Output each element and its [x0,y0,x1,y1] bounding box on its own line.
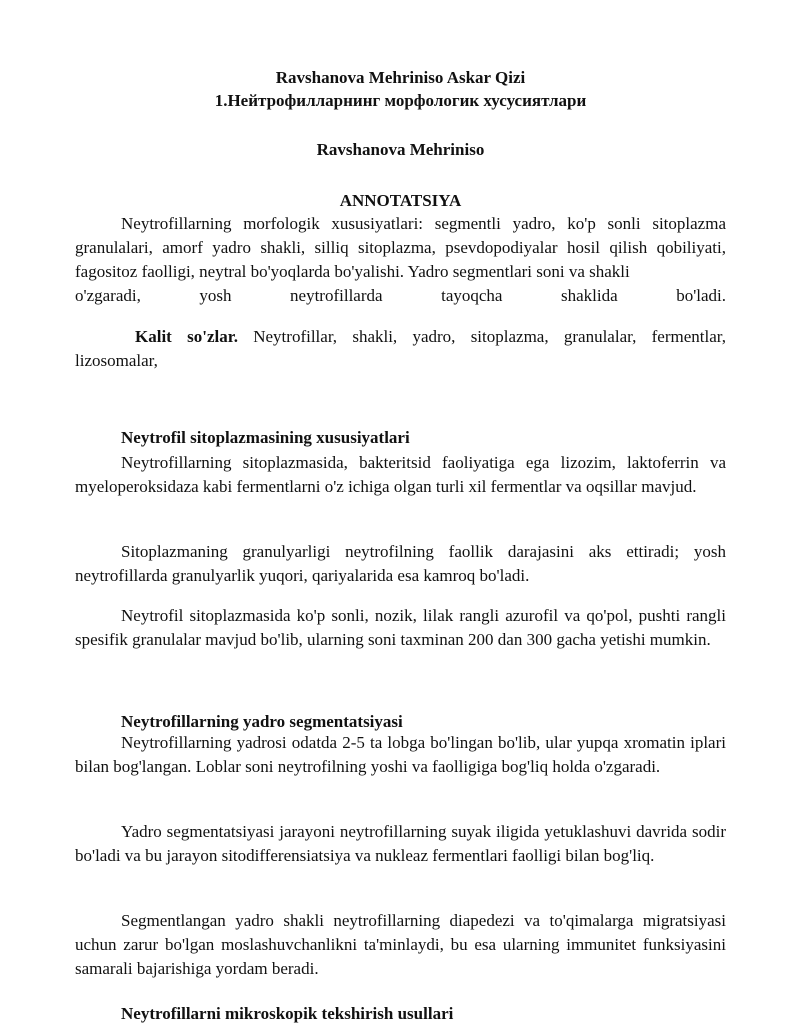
keywords-label: Kalit so'zlar. [135,327,238,346]
keywords-paragraph [75,325,726,373]
paragraph: Neytrofillarning yadrosi odatda 2-5 ta lobga bo'lingan bo'lib, ular yupqa xromatin iplari bilan bog'langan. Loblar soni neytrofilning yoshi va faolligiga bog'liq holda o'zgaradi. [75,733,726,776]
author-name: Ravshanova Mehriniso [316,140,485,159]
author-line: Ravshanova Mehriniso Askar Qizi [275,68,526,87]
document-title: 1.Нейтрофилларнинг морфологик хусусиятлари [214,91,587,110]
section-heading-microscopy: Neytrofillarni mikroskopik tekshirish usullari [121,1004,454,1023]
paragraph: Yadro segmentatsiyasi jarayoni neytrofillarning suyak iligida yetuklashuvi davrida sodir bo'ladi va bu jarayon sitodifferensiatsiya va nukleaz fermentlari faolligi bilan bog'liq. [75,822,726,865]
paragraph: Neytrofil sitoplazmasida ko'p sonli, nozik, lilak rangli azurofil va qo'pol, pushti rangli spesifik granulalar mavjud bo'lib, ularning soni taxminan 200 dan 300 gacha yetishi mumkin. [75,606,726,649]
annotation-body: Neytrofillarning morfologik xususiyatlari: segmentli yadro, ko'p sonli sitoplazma granulalari, amorf yadro shakli, silliq sitoplazma, psevdopodiyalar hosil qilish qobiliyati, fagositoz faolligi, neytral bo'yoqlarda bo'yalishi. Yadro segmentlari soni va shakli [75,214,726,281]
section-heading-segmentation: Neytrofillarning yadro segmentatsiyasi [121,712,403,731]
paragraph: Sitoplazmaning granulyarligi neytrofilning faollik darajasini aks ettiradi; yosh neytrofillarda granulyarlik yuqori, qariyalarida esa kamroq bo'ladi. [75,542,726,585]
annotation-heading: ANNOTATSIYA [339,191,462,210]
annotation-body-end: o'zgaradi, yosh neytrofillarda tayoqcha shaklida bo'ladi. [75,286,726,305]
paragraph: Neytrofillarning sitoplazmasida, bakteritsid faoliyatiga ega lizozim, laktoferrin va myeloperoksidaza kabi fermentlarni o'z ichiga olgan turli xil fermentlar va oqsillar mavjud. [75,453,726,496]
paragraph: Segmentlangan yadro shakli neytrofillarning diapedezi va to'qimalarga migratsiyasi uchun zarur bo'lgan moslashuvchanlikni ta'minlaydi, bu esa ularning immunitet funksiyasini samarali bajarishiga yordam beradi. [75,911,726,978]
keywords-list: Neytrofillar, shakli, yadro, sitoplazma, granulalar, fermentlar, lizosomalar, [75,327,726,370]
section-heading-cytoplasm: Neytrofil sitoplazmasining xususiyatlari [121,428,410,447]
